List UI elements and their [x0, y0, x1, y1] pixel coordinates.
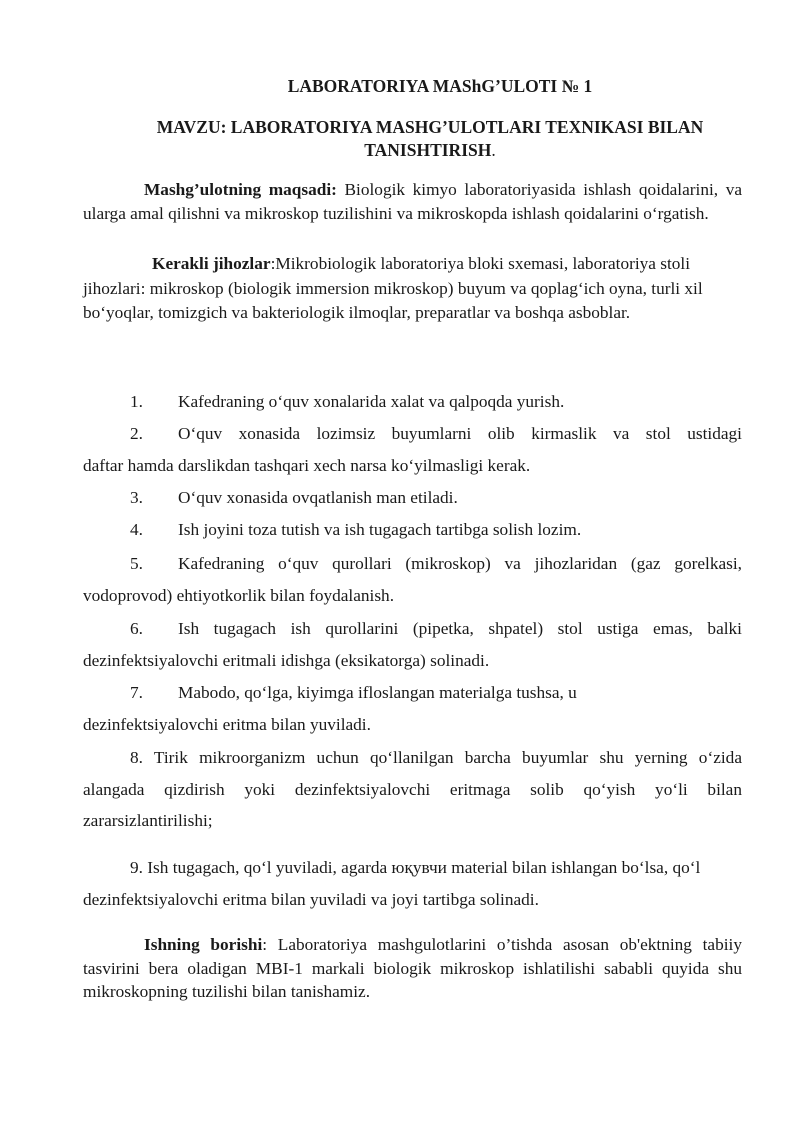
- procedure-paragraph: [83, 933, 742, 1004]
- rule-8: 8. Tirik mikroorganizm uchun qo‘llanilgan barcha buyumlar shu yerning o‘zida alangada qizdirish yoki dezinfektsiyalovchi eritmaga solib qo‘yish yo‘li bilan zararsizlantirilishi;: [83, 748, 742, 830]
- rule-number: 1.: [130, 392, 143, 411]
- document-title: LABORATORIYA MAShG’ULOTI № 1: [287, 76, 593, 96]
- rule-text-continued: vodoprovod) ehtiyotkorlik bilan foydalanish.: [83, 585, 395, 605]
- rule-item: [83, 514, 742, 546]
- rule-number: 5.: [130, 554, 143, 573]
- rule-item: [83, 613, 742, 676]
- rule-item: [83, 386, 742, 418]
- subject-line-1: MAVZU: LABORATORIYA MASHG’ULOTLARI TEXNIKASI BILAN: [156, 117, 704, 137]
- rule-text-continued: daftar hamda darslikdan tashqari xech narsa ko‘yilmasligi kerak.: [83, 455, 531, 475]
- rule-text: Ish tugagach ish qurollarini (pipetka, shpatel) stol ustiga emas, balki: [178, 619, 742, 638]
- goal-label: Mashg’ulotning maqsadi:: [144, 180, 337, 199]
- rule-number: 4.: [130, 520, 143, 539]
- procedure-text: : Laboratoriya mashgulotlarini o’tishda asosan ob'ektning tabiiy tasvirini bera oladigan MBI-1 markali biologik mikroskop ishlatilishi sababli quyida shu mikroskopning tuzilishi bilan tanishamiz.: [83, 935, 742, 1001]
- rule-text: Kafedraning o‘quv xonalarida xalat va qalpoqda yurish.: [178, 392, 565, 411]
- rule-item: [83, 482, 742, 514]
- subject-line-2: TANISHTIRISH: [364, 140, 492, 160]
- rule-number: 6.: [130, 619, 143, 638]
- procedure-label: Ishning borishi: [144, 935, 263, 954]
- rule-number: 3.: [130, 488, 143, 507]
- goal-text: Biologik kimyo laboratoriyasida ishlash qoidalarini, va ularga amal qilishni va mikroskop tuzilishini va mikroskopda ishlash qoidalarini o‘rgatish.: [83, 180, 743, 223]
- rule-text: O‘quv xonasida ovqatlanish man etiladi.: [178, 488, 458, 507]
- rule-number: 7.: [130, 683, 143, 702]
- rule-text: Mabodo, qo‘lga, kiyimga ifloslangan materialga tushsa, u: [178, 683, 577, 702]
- rule-text: Ish joyini toza tutish va ish tugagach tartibga solish lozim.: [178, 520, 582, 539]
- rule-number: 2.: [130, 424, 143, 443]
- rule-item: [83, 677, 742, 740]
- rule-text-continued: dezinfektsiyalovchi eritma bilan yuviladi.: [83, 714, 371, 734]
- equipment-label: Kerakli jihozlar: [152, 254, 271, 273]
- equipment-text: :Mikrobiologik laboratoriya bloki sxemasi, laboratoriya stoli jihozlari: mikroskop (biologik immersion mikroskop) buyum va qoplag‘ich oyna, turli xil bo‘yoqlar, tomizgich va bakteriologik ilmoqlar, preparatlar va boshqa asboblar.: [83, 254, 703, 322]
- rule-item: [83, 418, 742, 481]
- equipment-paragraph: [83, 252, 748, 326]
- subject-dot: .: [491, 140, 496, 160]
- rule-text: O‘quv xonasida lozimsiz buyumlarni olib kirmaslik va stol ustidagi: [178, 424, 742, 443]
- rule-text-continued: dezinfektsiyalovchi eritmali idishga (eksikatorga) solinadi.: [83, 650, 490, 670]
- document-subject: [100, 116, 760, 162]
- goal-paragraph: [83, 178, 742, 225]
- rule-text: Kafedraning o‘quv qurollari (mikroskop) va jihozlaridan (gaz gorelkasi,: [178, 554, 742, 573]
- rule-item: [83, 548, 742, 611]
- rule-9: 9. Ish tugagach, qo‘l yuviladi, agarda юқувчи material bilan ishlangan bo‘lsa, qo‘l dezinfektsiyalovchi eritma bilan yuviladi va joyi tartibga solinadi.: [83, 858, 701, 909]
